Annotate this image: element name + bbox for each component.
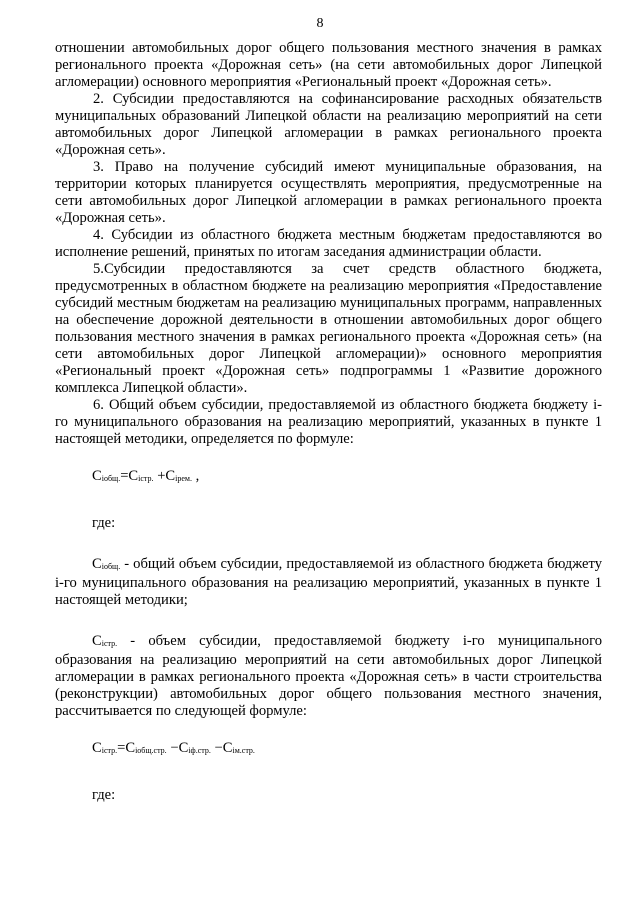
paragraph-2: 2. Субсидии предоставляются на софинансирование расходных обязательств муниципальных образований Липецкой области на реализацию мероприятий на сети автомобильных дорог Липецкой агломерации в рамках регионального проекта «Дорожная сеть». [55, 91, 602, 158]
document-body [55, 40, 602, 804]
where-label-2: где: [92, 787, 116, 803]
symbol-construction-subsidy: $C_{iстр.}$ [92, 633, 118, 649]
symbol-total-subsidy: $C_{iобщ.}$ [92, 556, 121, 572]
paragraph-6: 6. Общий объем субсидии, предоставляемой из областного бюджета бюджету i-го муниципального образования на реализацию мероприятий, указанных в пункте 1 настоящей методики, определяется по формуле: [55, 397, 602, 447]
paragraph-5: 5.Субсидии предоставляются за счет средств областного бюджета, предусмотренных в областном бюджете на реализацию мероприятия «Предоставление субсидий местным бюджетам на реализацию муниципальных программ, направленных на обеспечение дорожной деятельности в отношении автомобильных дорог общего пользования местного значения в рамках регионального проекта «Дорожная сеть» (на сети автомобильных дорог Липецкой агломерации)» основного мероприятия «Региональный проект «Дорожная сеть» подпрограммы 1 «Развитие дорожного комплекса Липецкой области». [55, 261, 602, 396]
page-number: 8 [316, 16, 324, 31]
paragraph-3: 3. Право на получение субсидий имеют муниципальные образования, на территории которых планируется осуществлять мероприятия, предусмотренные на сети автомобильных дорог Липецкой агломерации в рамках регионального проекта «Дорожная сеть». [55, 159, 602, 226]
paragraph-4: 4. Субсидии из областного бюджета местным бюджетам предоставляются во исполнение решений, принятых по итогам заседания администрации области. [55, 227, 602, 260]
definition-total-subsidy: $C_{iобщ.}$ - общий объем субсидии, предоставляемой из областного бюджета бюджету i-го муниципального образования на реализацию мероприятий, указанных в пункте 1 настоящей методики; [55, 556, 602, 608]
where-label-1: где: [92, 515, 116, 531]
definition-construction-subsidy: $C_{iстр.}$ - объем субсидии, предоставляемой бюджету i-го муниципального образования на реализацию мероприятий на сети автомобильных дорог Липецкой агломерации в рамках регионального проекта «Дорожная сеть» в части строительства (реконструкции) автомобильных дорог общего пользования местного значения, рассчитывается по следующей формуле: [55, 633, 602, 719]
formula-construction-subsidy: $C_{iстр.}=C_{iобщ.стр.} -C_{iф.стр.} -C_{iм.стр.}$ [92, 740, 255, 756]
paragraph-1: отношении автомобильных дорог общего пользования местного значения в рамках регионального проекта «Дорожная сеть» (на сети автомобильных дорог Липецкой агломерации) основного мероприятия «Региональный проект «Дорожная сеть». [55, 40, 602, 90]
formula-total-subsidy: $C_{iобщ.}=C_{iстр.} +C_{iрем.}$ , [92, 468, 200, 484]
